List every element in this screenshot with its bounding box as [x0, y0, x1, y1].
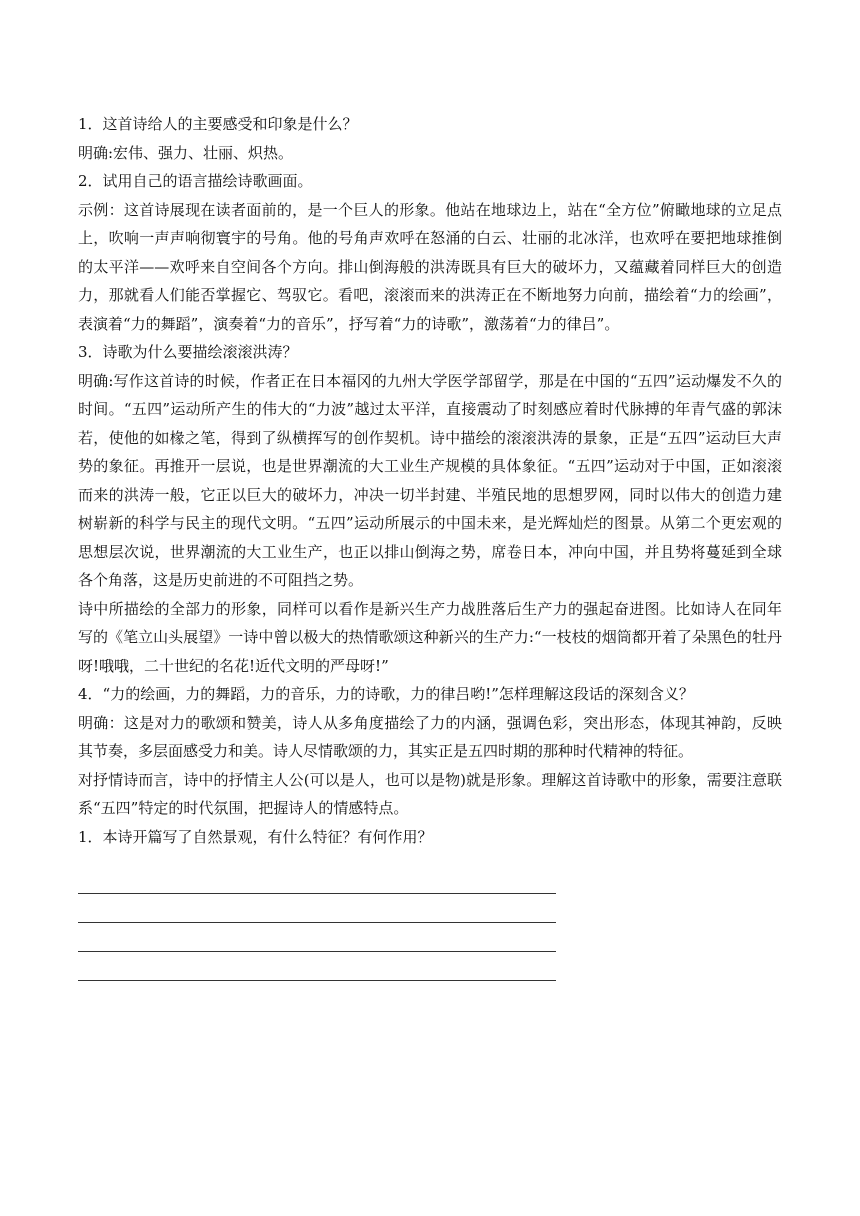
- example-paragraph: 示例：这首诗展现在读者面前的，是一个巨人的形象。他站在地球边上，站在“全方位”俯瞰地球的立足点上，吹响一声声响彻寰宇的号角。他的号角声欢呼在怒涌的白云、壮丽的北冰洋，也欢呼在要把地球推倒的太平洋——欢呼来自空间各个方向。排山倒海般的洪涛既具有巨大的破坏力，又蕴藏着同样巨大的创造力，那就看人们能否掌握它、驾驭它。看吧，滚滚而来的洪涛正在不断地努力向前，描绘着“力的绘画”，表演着“力的舞蹈”，演奏着“力的音乐”，抒写着“力的诗歌”，激荡着“力的律吕”。: [78, 200, 782, 333]
- answer-line: [78, 923, 556, 952]
- lyric-note: 对抒情诗而言，诗中的抒情主人公(可以是人，也可以是物)就是形象。理解这首诗歌中的形象，需要注意联系“五四”特定的时代氛围，把握诗人的情感特点。: [78, 770, 782, 817]
- question-2: 2．试用自己的语言描绘诗歌画面。: [78, 172, 313, 190]
- answer-line: [78, 894, 556, 923]
- answer-4: 明确：这是对力的歌颂和赞美，诗人从多角度描绘了力的内涵，强调色彩，突出形态，体现其神韵，反映其节奏，多层面感受力和美。诗人尽情歌颂的力，其实正是五四时期的那种时代精神的特征。: [78, 713, 782, 760]
- question-1: 1．这首诗给人的主要感受和印象是什么？: [78, 115, 358, 133]
- exercise-question-1: 1．本诗开篇写了自然景观，有什么特征？有何作用？: [78, 827, 433, 846]
- answer-3-continued: 诗中所描绘的全部力的形象，同样可以看作是新兴生产力战胜落后生产力的强起奋进图。比如诗人在同年写的《笔立山头展望》一诗中曾以极大的热情歌颂这种新兴的生产力:“一枝枝的烟筒都开着了朵黑色的牡丹呀!哦哦，二十世纪的名花!近代文明的严母呀!”: [78, 599, 782, 675]
- question-3: 3．诗歌为什么要描绘滚滚洪涛？: [78, 343, 298, 361]
- answer-line: [78, 952, 556, 981]
- answer-3: 明确:写作这首诗的时候，作者正在日本福冈的九州大学医学部留学，那是在中国的“五四”运动爆发不久的时间。“五四”运动所产生的伟大的“力波”越过太平洋，直接震动了时刻感应着时代脉搏的年青气盛的郭沫若，使他的如椽之笔，得到了纵横挥写的创作契机。诗中描绘的滚滚洪涛的景象，正是“五四”运动巨大声势的象征。再推开一层说，也是世界潮流的大工业生产规模的具体象征。“五四”运动对于中国，正如滚滚而来的洪涛一般，它正以巨大的破坏力，冲决一切半封建、半殖民地的思想罗网，同时以伟大的创造力建树崭新的科学与民主的现代文明。“五四”运动所展示的中国未来，是光辉灿烂的图景。从第二个更宏观的思想层次说，世界潮流的大工业生产，也正以排山倒海之势，席卷日本，冲向中国，并且势将蔓延到全球各个角落，这是历史前进的不可阻挡之势。: [78, 371, 782, 589]
- answer-1: 明确:宏伟、强力、壮丽、炽热。: [78, 143, 294, 162]
- answer-line: [78, 865, 556, 894]
- answer-blank-lines: [78, 865, 782, 981]
- question-4: 4．“力的绘画，力的舞蹈，力的音乐，力的诗歌，力的律吕哟!”怎样理解这段话的深刻含义？: [78, 685, 694, 703]
